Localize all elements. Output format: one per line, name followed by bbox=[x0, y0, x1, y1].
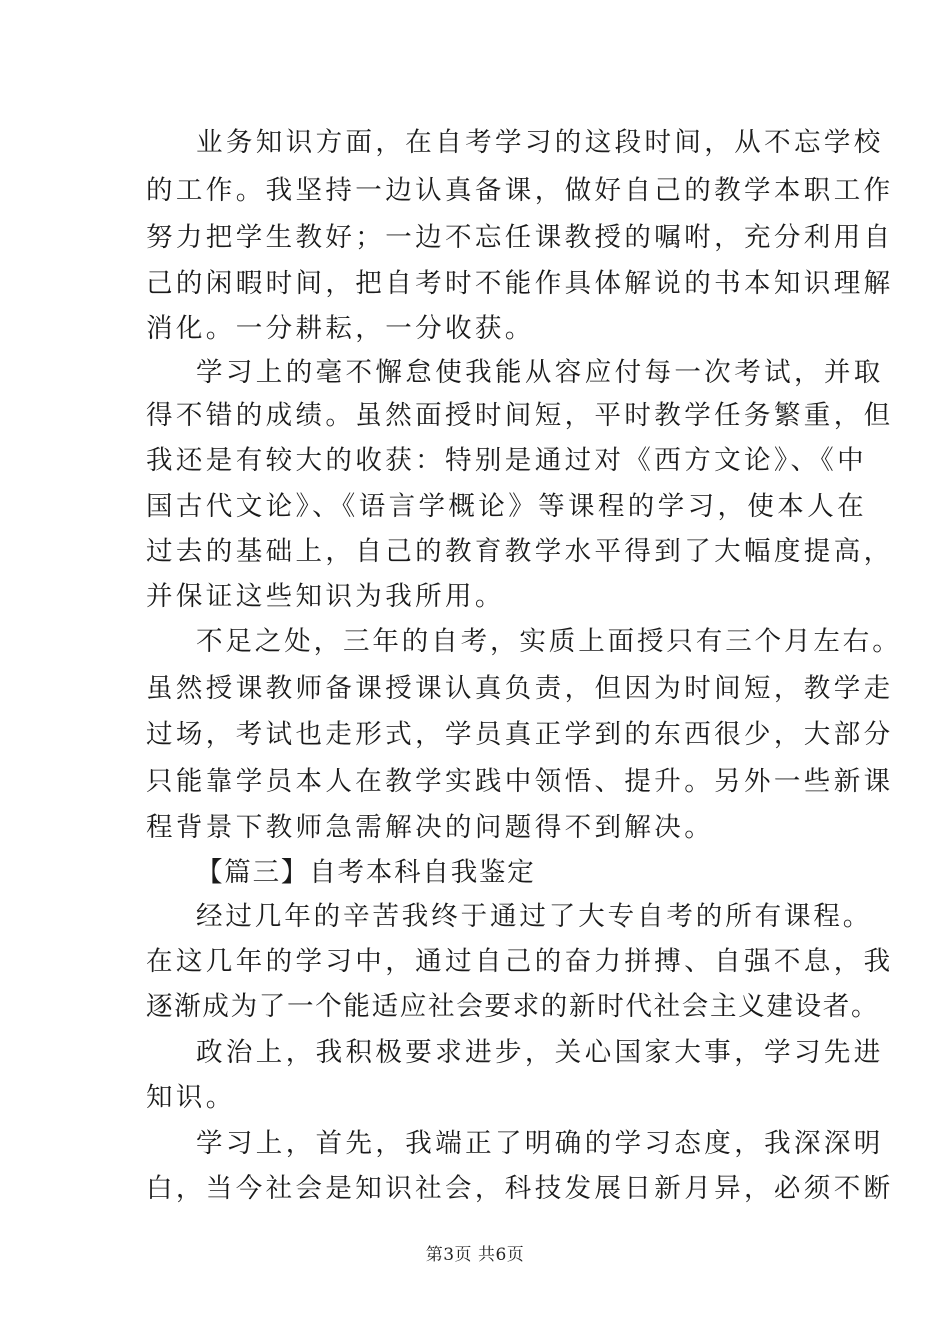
text-line: 我还是有较大的收获：特别是通过对《西方文论》、《中 bbox=[146, 445, 867, 476]
text-line: 国古代文论》、《语言学概论》等课程的学习，使本人在 bbox=[146, 491, 867, 522]
text-line: 学习上的毫不懈怠使我能从容应付每一次考试，并取 bbox=[196, 357, 884, 388]
text-line: 逐渐成为了一个能适应社会要求的新时代社会主义建设者。 bbox=[146, 991, 880, 1022]
text-line: 过场，考试也走形式，学员真正学到的东西很少，大部分 bbox=[146, 719, 894, 750]
text-line: 己的闲暇时间，把自考时不能作具体解说的书本知识理解 bbox=[146, 268, 894, 299]
text-line: 学习上，首先，我端正了明确的学习态度，我深深明 bbox=[196, 1128, 884, 1159]
text-line: 过去的基础上，自己的教育教学水平得到了大幅度提高， bbox=[146, 536, 894, 567]
text-line: 虽然授课教师备课授课认真负责，但因为时间短，教学走 bbox=[146, 673, 894, 704]
text-line: 知识。 bbox=[146, 1082, 236, 1113]
text-line: 消化。一分耕耘，一分收获。 bbox=[146, 313, 535, 344]
text-line: 只能靠学员本人在教学实践中领悟、提升。另外一些新课 bbox=[146, 766, 894, 797]
text-line: 不足之处，三年的自考，实质上面授只有三个月左右。 bbox=[196, 626, 902, 657]
text-line: 得不错的成绩。虽然面授时间短，平时教学任务繁重，但 bbox=[146, 400, 894, 431]
text-line: 白，当今社会是知识社会，科技发展日新月异，必须不断 bbox=[146, 1173, 894, 1204]
text-line: 经过几年的辛苦我终于通过了大专自考的所有课程。 bbox=[196, 901, 873, 932]
section-heading: 【篇三】自考本科自我鉴定 bbox=[196, 857, 536, 888]
text-line: 业务知识方面，在自考学习的这段时间，从不忘学校 bbox=[196, 127, 884, 158]
text-line: 并保证这些知识为我所用。 bbox=[146, 581, 505, 612]
text-line: 在这几年的学习中，通过自己的奋力拼搏、自强不息，我 bbox=[146, 946, 894, 977]
text-line: 政治上，我积极要求进步，关心国家大事，学习先进 bbox=[196, 1037, 884, 1068]
text-line: 程背景下教师急需解决的问题得不到解决。 bbox=[146, 812, 715, 843]
text-line: 努力把学生教好；一边不忘任课教授的嘱咐，充分利用自 bbox=[146, 222, 894, 253]
page-number: 第3页 共6页 bbox=[425, 1245, 525, 1265]
text-line: 的工作。我坚持一边认真备课，做好自己的教学本职工作 bbox=[146, 175, 894, 206]
